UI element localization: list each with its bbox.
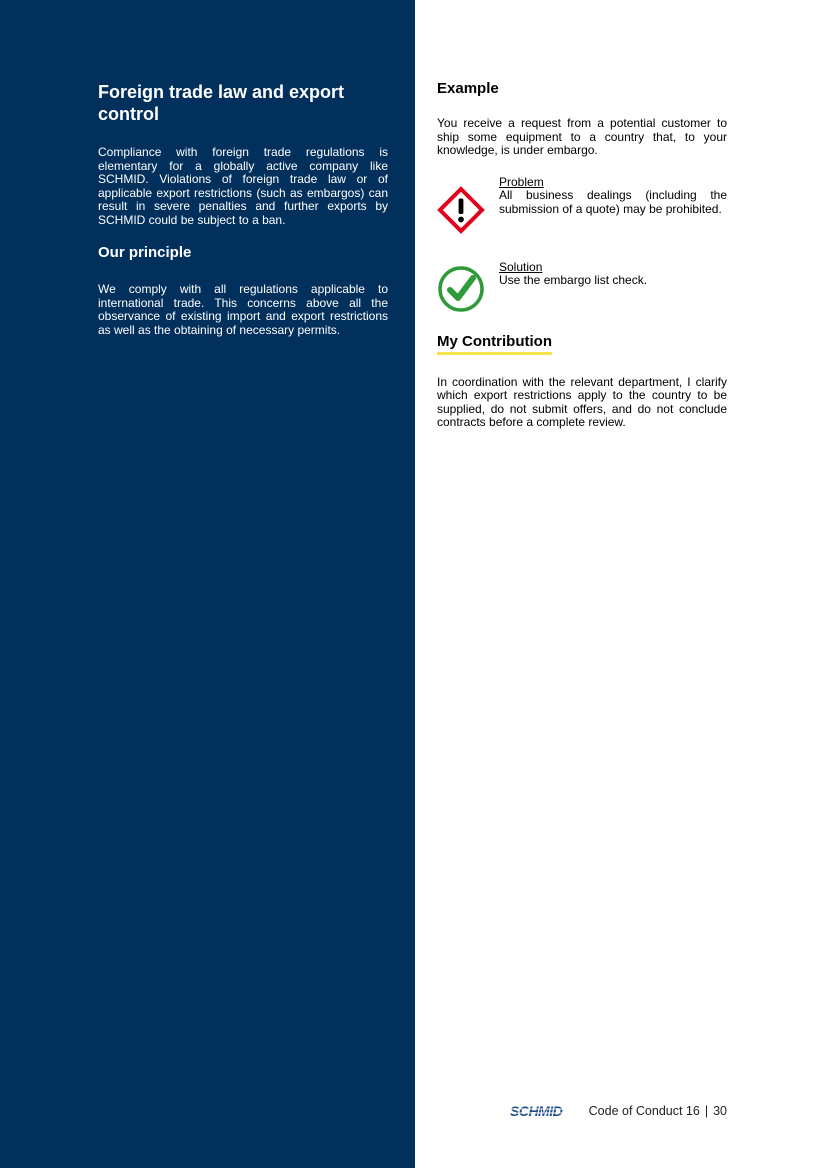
svg-text:SCHMID: SCHMID	[509, 1104, 562, 1118]
principle-heading: Our principle	[98, 244, 192, 261]
solution-block	[437, 261, 727, 313]
intro-paragraph: Compliance with foreign trade regulations is elementary for a globally active company like SCHMID. Violations of foreign trade law or of applicable export restrictions (such as embargos) can result in severe penalties and further exports by SCHMID could be subject to a ban.	[98, 145, 388, 227]
example-paragraph: You receive a request from a potential customer to ship some equipment to a country that, to your knowledge, is under embargo.	[437, 116, 727, 157]
contribution-heading-wrap	[437, 333, 727, 355]
contribution-paragraph: In coordination with the relevant department, I clarify which export restrictions apply to the country to be supplied, do not submit offers, and do not conclude contracts before a complete review.	[437, 374, 727, 429]
section-title: Foreign trade law and export control	[98, 82, 345, 124]
warning-diamond-icon	[437, 186, 485, 234]
footer-separator: |	[704, 1104, 709, 1118]
problem-block	[437, 176, 727, 244]
check-circle-icon	[437, 265, 485, 313]
problem-description: All business dealings (including the submission of a quote) may be prohibited.	[499, 188, 727, 216]
document-title: Code of Conduct 16	[588, 1104, 700, 1118]
solution-description: Use the embargo list check.	[499, 273, 648, 287]
contribution-heading: My Contribution	[437, 333, 552, 355]
principle-paragraph: We comply with all regulations applicable to international trade. This concerns above all the observance of existing import and export restrictions as well as the obtaining of necessary permits.	[98, 282, 388, 337]
page-footer	[497, 1102, 727, 1120]
page-number: 30	[713, 1104, 727, 1118]
left-content	[98, 81, 388, 337]
solution-text-block	[499, 261, 727, 288]
solution-label: Solution	[499, 259, 543, 274]
problem-label: Problem	[499, 174, 544, 189]
example-heading: Example	[437, 80, 499, 97]
problem-text-block	[499, 176, 727, 217]
schmid-logo	[510, 1104, 584, 1118]
right-content	[437, 80, 727, 430]
